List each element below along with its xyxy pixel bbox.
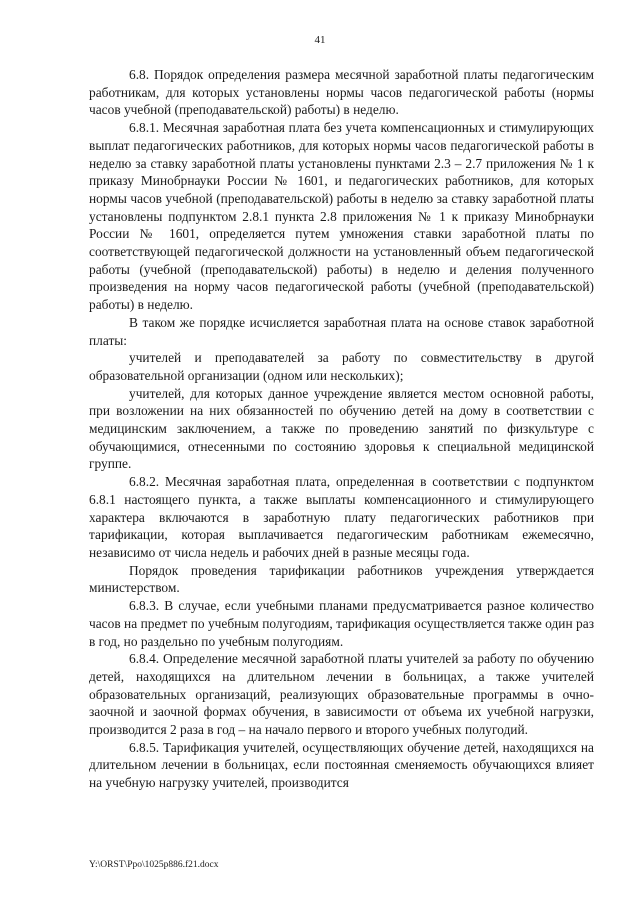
- paragraph-teachers-main-work: учителей, для которых данное учреждение является местом основной работы, при возложении на них обязанностей по обучению детей на дому в соответствии с медицинским заключением, а также по проведению занятий по физкультуре с обучающимися, отнесенными по состоянию здоровья к специальной медицинской группе.: [89, 385, 594, 472]
- paragraph-6-8-1: 6.8.1. Месячная заработная плата без учета компенсационных и стимулирующих выплат педагогических работников, для которых нормы часов педагогической работы в неделю за ставку заработной платы установлены пунктами 2.3 – 2.7 приложения № 1 к приказу Минобрнауки России № 1601, и педагогических работников, для которых нормы часов учебной (преподавательской) работы в неделю за ставку заработной платы установлены подпунктом 2.8.1 пункта 2.8 приложения № 1 к приказу Минобрнауки России № 1601, определяется путем умножения ставки заработной платы по соответствующей педагогической должности на установленный объем педагогической работы (учебной (преподавательской) работы) в неделю и деления полученного произведения на норму часов педагогической работы (учебной (преподавательской) работы) в неделю.: [89, 120, 594, 313]
- paragraph-6-8: 6.8. Порядок определения размера месячной заработной платы педагогическим работникам, для которых установлены нормы часов педагогической работы (нормы часов учебной (преподавательской) работы) в неделю.: [89, 67, 594, 118]
- paragraph-teachers-part-time: учителей и преподавателей за работу по совместительству в другой образовательной организации (одном или нескольких);: [89, 350, 594, 383]
- paragraph-same-order: В таком же порядке исчисляется заработная плата на основе ставок заработной платы:: [89, 314, 594, 348]
- paragraph-6-8-3: 6.8.3. В случае, если учебными планами предусматривается разное количество часов на предмет по учебным полугодиям, тарификация осуществляется также один раз в год, но раздельно по учебным полугодиям.: [89, 598, 594, 649]
- document-body: [89, 66, 594, 792]
- paragraph-6-8-4: 6.8.4. Определение месячной заработной платы учителей за работу по обучению детей, находящихся на длительном лечении в больницах, а также учителей образовательных организаций, реализующих образовательные программы в очно-заочной и заочной формах обучения, в зависимости от объема их учебной нагрузки, производится 2 раза в год – на начало первого и второго учебных полугодий.: [89, 651, 594, 738]
- paragraph-tarification-order: Порядок проведения тарификации работников учреждения утверждается министерством.: [89, 562, 594, 596]
- paragraph-6-8-2: 6.8.2. Месячная заработная плата, определенная в соответствии с подпунктом 6.8.1 настоящего пункта, а также выплаты компенсационного и стимулирующего характера включаются в заработную плату педагогических работников при тарификации, которая выплачивается педагогическим работникам ежемесячно, независимо от числа недель и рабочих дней в разные месяцы года.: [89, 474, 594, 560]
- paragraph-6-8-5: 6.8.5. Тарификация учителей, осуществляющих обучение детей, находящихся на длительном лечении в больницах, если постоянная сменяемость обучающихся влияет на учебную нагрузку учителей, производится: [89, 739, 594, 791]
- footer-file-path: Y:\ORST\Ppo\1025p886.f21.docx: [89, 860, 219, 870]
- page-number: 41: [314, 34, 326, 46]
